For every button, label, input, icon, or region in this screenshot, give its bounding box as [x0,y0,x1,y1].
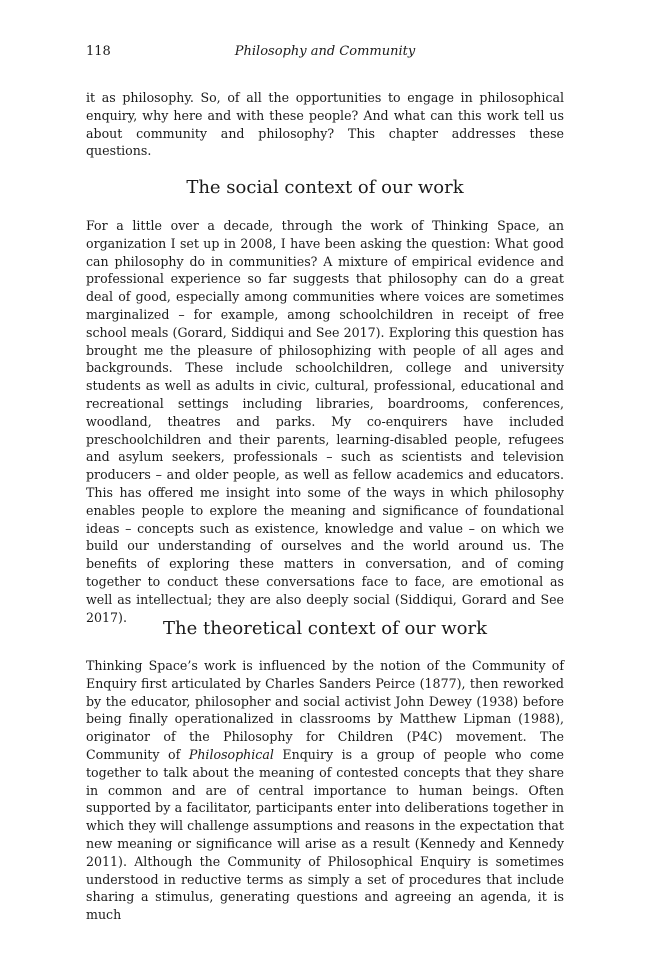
section-heading-social-context: The social context of our work [186,177,464,198]
social-context-paragraph: For a little over a decade, through the work of Thinking Space, an organization I set up in 2008, I have been asking the question: What good can philosophy do in communities? A mixture of empirical evidence and professional experience so far suggests that philosophy can do a great deal of good, especially among communities where voices are sometimes marginalized – for example, among schoolchildren in receipt of free school meals (Gorard, Siddiqui and See 2017). Exploring this question has brought me the pleasure of philosophizing with people of all ages and backgrounds. These include schoolchildren, college and university students as well as adults in civic, cultural, professional, educational and recreational settings including libraries, boardrooms, conferences, woodland, theatres and parks. My co-enquirers have included preschoolchildren and their parents, learning-disabled people, refugees and asylum seekers, professionals – such as scientists and television producers – and older people, as well as fellow academics and educators. This has offered me insight into some of the ways in which philosophy enables people to explore the meaning and significance of foundational ideas – concepts such as existence, knowledge and value – on which we build our understanding of ourselves and the world around us. The benefits of exploring these matters in conversation, and of coming together to conduct these conversations face to face, are emotional as well as intellectual; they are also deeply social (Siddiqui, Gorard and See 2017). [86,218,564,625]
page-header [86,44,564,64]
section-heading-theoretical-context: The theoretical context of our work [162,618,488,639]
emphasized-word: Philosophical [188,746,274,762]
paragraph-text: Thinking Space’s work is influenced by the notion of the Community of Enquiry first articulated by Charles Sanders Peirce (1877), then reworked by the educator, philosopher and social activist John Dewey (1938) before being finally operationalized in classrooms by Matthew Lipman (1988), originator of the Philosophy for Children (P4C) movement. The Community of [86,658,564,762]
intro-paragraph: it as philosophy. So, of all the opportunities to engage in philosophical enquiry, why here and with these people? And what can this work tell us about community and philosophy? This chapter addresses these questions. [86,90,564,159]
page-number: 118 [86,44,111,59]
theoretical-context-paragraph [86,657,564,924]
running-head: Philosophy and Community [234,44,416,59]
paragraph-text: Enquiry is a group of people who come together to talk about the meaning of contested concepts that they share in common and are of central importance to human beings. Often supported by a facilitator, participants enter into deliberations together in which they will challenge assumptions and reasons in the expectation that new meaning or significance will arise as a result (Kennedy and Kennedy 2011). Although the Community of Philosophical Enquiry is sometimes understood in reductive terms as simply a set of procedures that include sharing a stimulus, generating questions and agreeing an agenda, it is much [86,746,565,923]
